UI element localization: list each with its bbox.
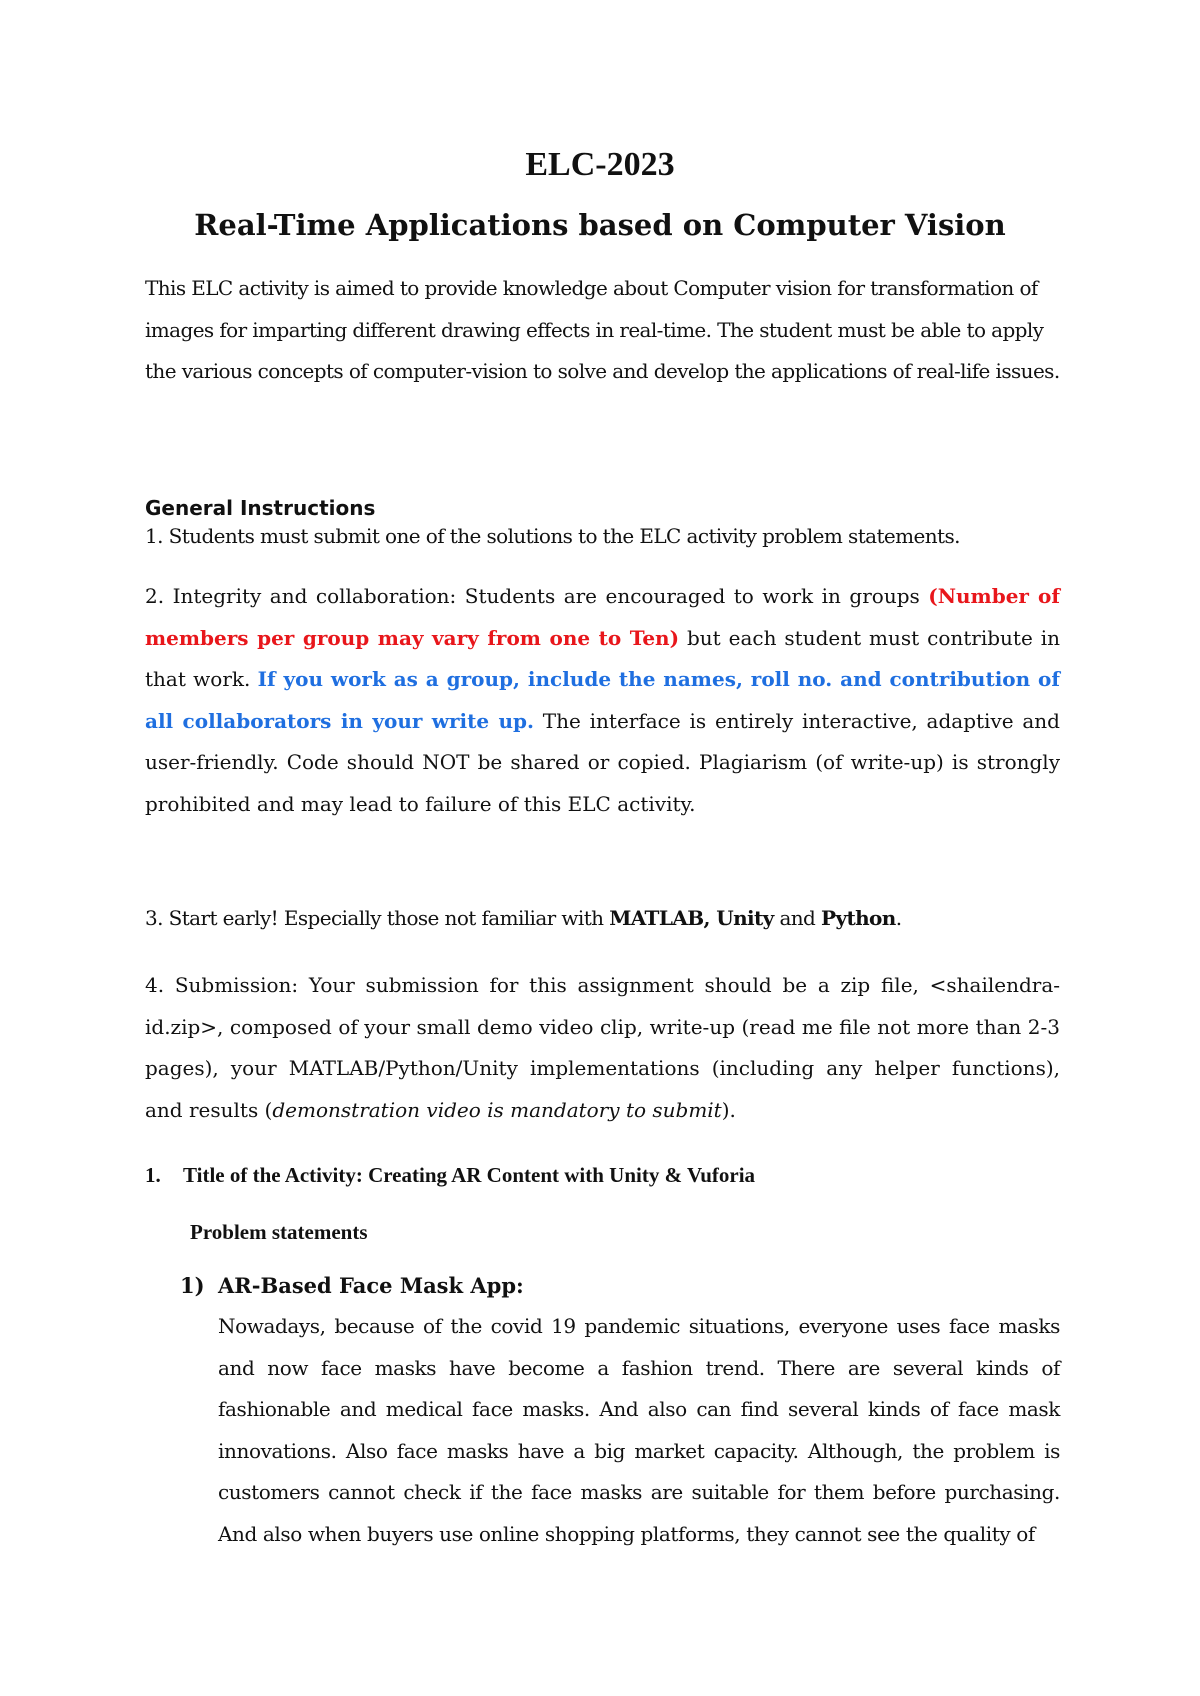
instruction-3-text-a: 3. Start early! Especially those not familiar with	[145, 906, 610, 930]
general-instructions-heading: General Instructions	[145, 496, 376, 520]
problem-item-number: 1)	[180, 1273, 205, 1298]
instruction-3-text-b: and	[773, 906, 822, 930]
instruction-3-text-c: .	[895, 906, 902, 930]
instruction-2-text-c: The interface is entirely interactive, adaptive and user-friendly. Code should NOT be shared or copied. Plagiarism (of write-up) is strongly prohibited and may lead to failure of this ELC activity.	[145, 708, 1060, 816]
activity-title	[145, 1163, 755, 1188]
problem-item-title: AR-Based Face Mask App:	[218, 1273, 524, 1298]
activity-number: 1.	[145, 1163, 161, 1187]
instruction-3	[145, 898, 1060, 940]
document-title: ELC-2023	[525, 146, 675, 183]
instruction-3-bold-a: MATLAB, Unity	[609, 906, 774, 930]
activity-title-text: Title of the Activity: Creating AR Content with Unity & Vuforia	[183, 1163, 756, 1187]
problem-item-heading	[180, 1273, 524, 1298]
instruction-3-bold-b: Python	[821, 906, 896, 930]
document-subtitle: Real-Time Applications based on Computer Vision	[194, 208, 1006, 242]
instruction-1: 1. Students must submit one of the solutions to the ELC activity problem statements.	[145, 524, 960, 548]
instruction-2	[145, 576, 1060, 825]
problem-item-body: Nowadays, because of the covid 19 pandemic situations, everyone uses face masks and now face masks have become a fashion trend. There are several kinds of fashionable and medical face masks. And also can find several kinds of face mask innovations. Also face masks have a big market capacity. Although, the problem is customers cannot check if the face masks are suitable for them before purchasing. And also when buyers use online shopping platforms, they cannot see the quality of	[218, 1314, 1060, 1546]
instruction-2-text-b: but each student must contribute in that work.	[145, 625, 1061, 691]
group-size-note: (Number of members per group may vary from one to Ten)	[145, 584, 1060, 650]
problem-statements-heading: Problem statements	[190, 1220, 368, 1244]
group-writeup-note: If you work as a group, include the names, roll no. and contribution of all collaborators in your write up.	[145, 667, 1060, 733]
instruction-4-text-b: ).	[721, 1097, 736, 1122]
instruction-4	[145, 965, 1060, 1131]
instruction-2-text-a: 2. Integrity and collaboration: Students are encouraged to work in groups	[145, 584, 929, 608]
instruction-4-italic: demonstration video is mandatory to submit	[272, 1097, 722, 1122]
instruction-4-text-a: 4. Submission: Your submission for this assignment should be a zip file, <shailendra-id.zip>, composed of your small demo video clip, write-up (read me file not more than 2-3 pages), your MATLAB/Python/Unity implementations (including any helper functions), and results (	[145, 973, 1060, 1122]
intro-paragraph: This ELC activity is aimed to provide knowledge about Computer vision for transformation of images for imparting different drawing effects in real-time. The student must be able to apply the various concepts of computer-vision to solve and develop the applications of real-life issues.	[145, 276, 1060, 383]
